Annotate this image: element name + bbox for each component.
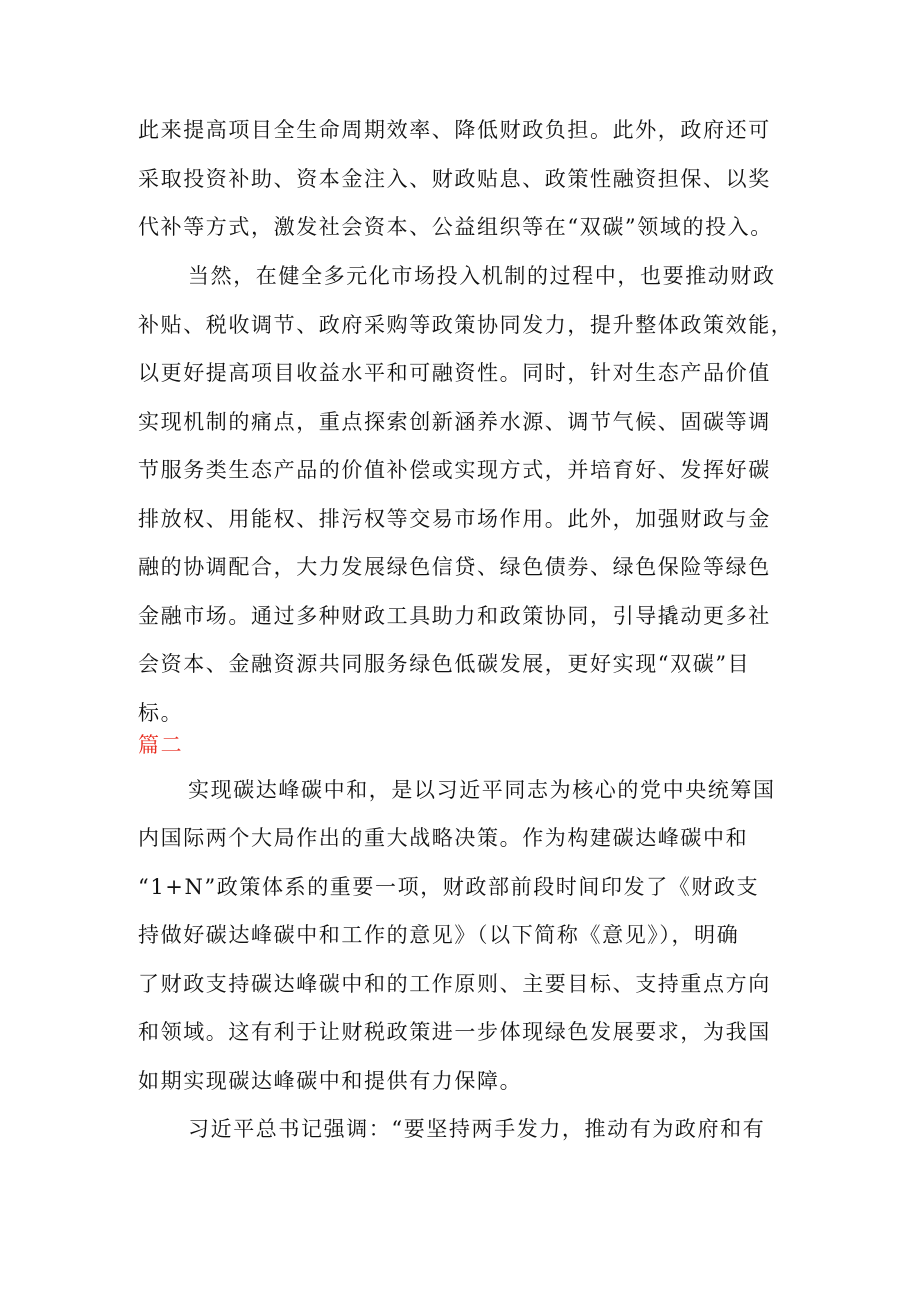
paragraph-line: 排放权、用能权、排污权等交易市场作用。此外，加强财政与金 — [138, 507, 771, 531]
paragraph-line: 节服务类生态产品的价值补偿或实现方式，并培育好、发挥好碳 — [138, 458, 771, 482]
paragraph-line: 持做好碳达峰碳中和工作的意见》（以下简称《意见》），明确 — [138, 923, 740, 947]
paragraph-line: 了财政支持碳达峰碳中和的工作原则、主要目标、支持重点方向 — [138, 972, 771, 996]
paragraph-line: 和领域。这有利于让财税政策进一步体现绿色发展要求，为我国 — [138, 1020, 771, 1044]
paragraph-line: 采取投资补助、资本金注入、财政贴息、政策性融资担保、以奖 — [138, 167, 771, 191]
paragraph-line: 当然，在健全多元化市场投入机制的过程中，也要推动财政 — [188, 264, 776, 288]
paragraph-line: 代补等方式，激发社会资本、公益组织等在“双碳”领域的投入。 — [138, 215, 773, 239]
paragraph-line: 如期实现碳达峰碳中和提供有力保障。 — [138, 1069, 523, 1093]
paragraph-line: 融的协调配合，大力发展绿色信贷、绿色债券、绿色保险等绿色 — [138, 555, 771, 579]
paragraph-line: 以更好提高项目收益水平和可融资性。同时，针对生态产品价值 — [138, 361, 771, 385]
paragraph-line: 实现碳达峰碳中和，是以习近平同志为核心的党中央统筹国 — [188, 778, 776, 802]
paragraph-line: 习近平总书记强调：“要坚持两手发力，推动有为政府和有 — [188, 1117, 766, 1141]
paragraph-line: 此来提高项目全生命周期效率、降低财政负担。此外，政府还可 — [138, 118, 771, 142]
paragraph-line: 会资本、金融资源共同服务绿色低碳发展，更好实现“双碳”目 — [138, 652, 751, 676]
paragraph-line: 补贴、税收调节、政府采购等政策协同发力，提升整体政策效能， — [138, 313, 794, 337]
paragraph-line: 金融市场。通过多种财政工具助力和政策协同，引导撬动更多社 — [138, 604, 771, 628]
section-heading: 篇二 — [138, 733, 184, 757]
paragraph-line: “1+N”政策体系的重要一项，财政部前段时间印发了《财政支 — [138, 875, 760, 899]
paragraph-line: 标。 — [138, 701, 184, 725]
paragraph-line: 实现机制的痛点，重点探索创新涵养水源、调节气候、固碳等调 — [138, 410, 771, 434]
paragraph-line: 内国际两个大局作出的重大战略决策。作为构建碳达峰碳中和 — [138, 826, 749, 850]
